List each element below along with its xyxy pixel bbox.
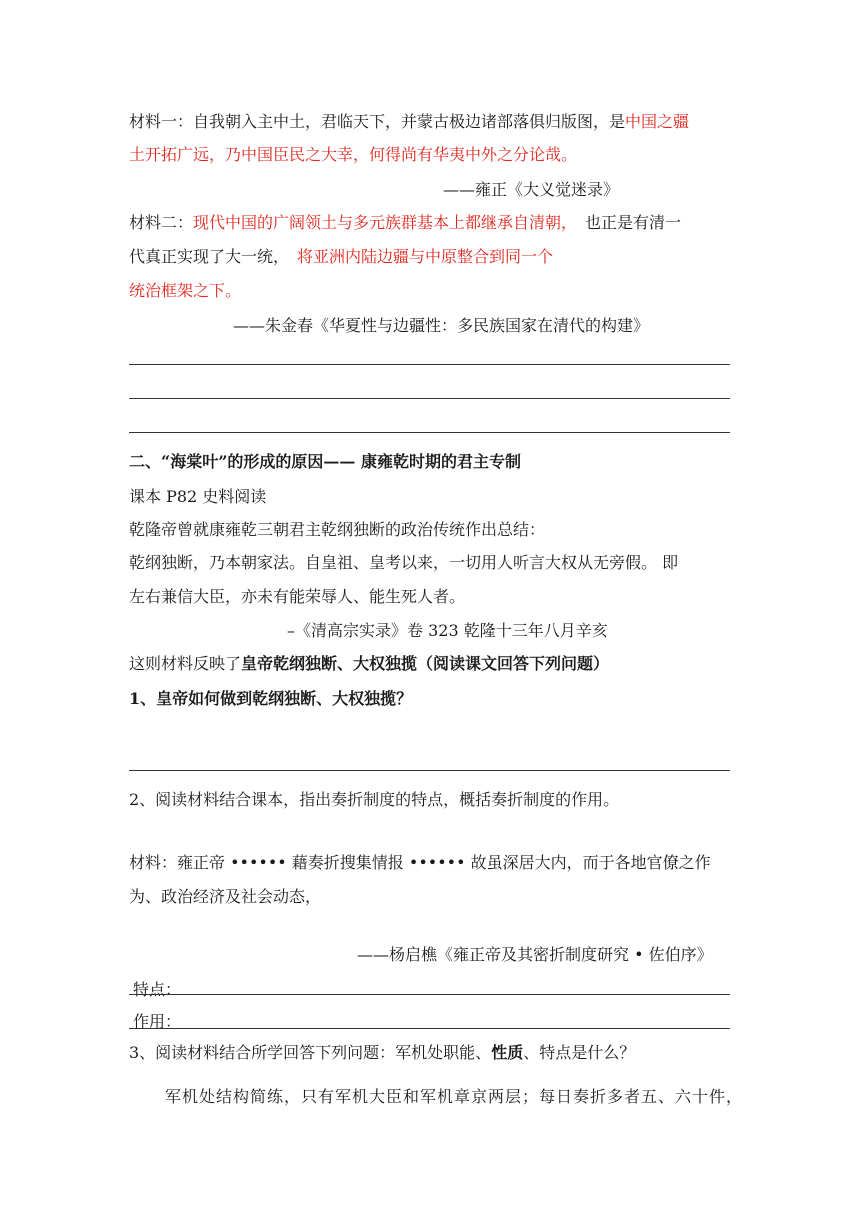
material-4-line-1: 军机处结构简练，只有军机大臣和军机章京两层；每日奏折多者五、六十件， <box>165 1087 744 1106</box>
qianlong-quote-line-2: 左右兼信大臣，亦未有能荣辱人、能生死人者。 <box>129 587 466 606</box>
material-1-label: 材料一： <box>129 112 194 131</box>
material-2-line-2 <box>129 247 553 267</box>
reflection-bold: 皇帝乾纲独断、大权独揽（阅读课文回答下列问题） <box>241 654 610 673</box>
qianlong-source: –《清高宗实录》卷 323 乾隆十三年八月辛亥 <box>287 621 608 640</box>
feature-answer-line[interactable] <box>129 994 730 995</box>
material-2-text-1: 也正是有清一 <box>585 213 682 232</box>
feature-label: 特点： <box>133 980 182 999</box>
answer-line[interactable] <box>129 770 730 771</box>
material-1-line-2: 土开拓广远，乃中国臣民之大幸，何得尚有华夷中外之分论哉。 <box>129 145 578 164</box>
material-2-text-2: 代真正实现了大一统， <box>129 247 290 266</box>
material-3-line-1: 材料：雍正帝 •••••• 藉奏折搜集情报 •••••• 故虽深居大内，而于各地官僚之作 <box>129 853 711 872</box>
section-2-heading: 二、“海棠叶”的形成的原因—— 康雍乾时期的君主专制 <box>129 452 521 471</box>
answer-line[interactable] <box>129 432 730 433</box>
material-2-label: 材料二： <box>129 213 194 232</box>
question-1: 1、皇帝如何做到乾纲独断、大权独揽？ <box>129 689 413 708</box>
qianlong-quote-line-1: 乾纲独断，乃本朝家法。自皇祖、皇考以来，一切用人听言大权从无旁假。 即 <box>129 553 679 572</box>
effect-answer-line[interactable] <box>129 1028 730 1029</box>
material-1-highlight: 中国之疆 <box>625 112 690 131</box>
material-2-line-3: 统治框架之下。 <box>129 281 242 300</box>
effect-label: 作用： <box>133 1012 182 1031</box>
material-3-line-2: 为、政治经济及社会动态， <box>129 887 322 906</box>
material-1-source: ——雍正《大义觉迷录》 <box>443 180 620 199</box>
question-3-bold: 性质 <box>491 1043 524 1062</box>
material-1-text: 自我朝入主中土，君临天下，并蒙古极边诸部落俱归版图，是 <box>193 112 626 131</box>
question-2: 2、阅读材料结合课本，指出奏折制度的特点，概括奏折制度的作用。 <box>129 790 620 809</box>
answer-line[interactable] <box>129 398 730 399</box>
textbook-reference: 课本 P82 史料阅读 <box>129 487 267 506</box>
material-2-highlight-2: 将亚洲内陆边疆与中原整合到同一个 <box>297 247 554 266</box>
question-3-text: 3、阅读材料结合所学回答下列问题：军机处职能、 <box>129 1043 492 1062</box>
material-1-line-1 <box>129 112 689 132</box>
qianlong-intro: 乾隆帝曾就康雍乾三朝君主乾纲独断的政治传统作出总结： <box>129 520 546 539</box>
material-2-line-1 <box>129 213 681 233</box>
material-2-source: ——朱金春《华夏性与边疆性：多民族国家在清代的构建》 <box>233 316 650 335</box>
reflection-text: 这则材料反映了 <box>129 654 242 673</box>
material-3-source: ——杨启樵《雍正帝及其密折制度研究 • 佐伯序》 <box>357 945 713 964</box>
question-3 <box>129 1043 635 1063</box>
answer-line[interactable] <box>129 364 730 365</box>
question-3-tail: 、特点是什么？ <box>523 1043 636 1062</box>
material-2-highlight-1: 现代中国的广阔领土与多元族群基本上都继承自清朝， <box>193 213 578 232</box>
reflection-line <box>129 654 609 674</box>
